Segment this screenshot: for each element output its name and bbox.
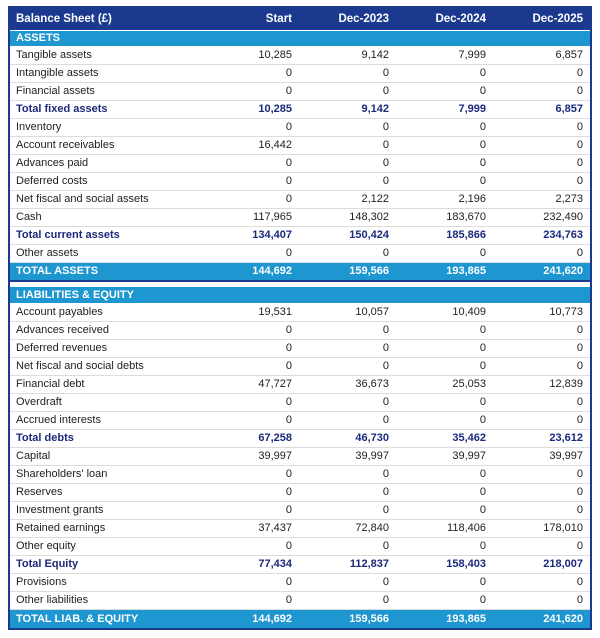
row-value: 35,462 <box>396 429 493 447</box>
row-label: Total Equity <box>10 555 202 573</box>
row-value: 0 <box>493 136 590 154</box>
row-value: 0 <box>299 64 396 82</box>
row-value: 118,406 <box>396 519 493 537</box>
row-label: Total fixed assets <box>10 100 202 118</box>
row-value: 0 <box>493 82 590 100</box>
row-value: 7,999 <box>396 100 493 118</box>
column-header-dec-2023: Dec-2023 <box>299 8 396 30</box>
row-label: Advances received <box>10 321 202 339</box>
row-value: 0 <box>396 172 493 190</box>
row-value: 134,407 <box>202 226 299 244</box>
table-row <box>10 393 590 411</box>
row-value: 0 <box>202 393 299 411</box>
row-value: 0 <box>396 573 493 591</box>
row-label: Provisions <box>10 573 202 591</box>
row-value: 0 <box>299 537 396 555</box>
row-label: Other equity <box>10 537 202 555</box>
table-row <box>10 501 590 519</box>
row-value: 16,442 <box>202 136 299 154</box>
row-value: 0 <box>299 154 396 172</box>
row-label: Other liabilities <box>10 591 202 609</box>
row-value: 0 <box>396 339 493 357</box>
row-value: 0 <box>493 483 590 501</box>
row-value: 0 <box>396 393 493 411</box>
row-value: 0 <box>396 136 493 154</box>
table-row <box>10 357 590 375</box>
row-value: 0 <box>396 591 493 609</box>
row-value: 0 <box>299 393 396 411</box>
row-value: 0 <box>202 118 299 136</box>
row-value: 112,837 <box>299 555 396 573</box>
column-header-dec-2024: Dec-2024 <box>396 8 493 30</box>
row-value: 0 <box>299 321 396 339</box>
row-label: Total current assets <box>10 226 202 244</box>
row-value: 0 <box>396 483 493 501</box>
row-label: Shareholders' loan <box>10 465 202 483</box>
table-row <box>10 226 590 244</box>
row-value: 0 <box>202 339 299 357</box>
row-value: 0 <box>493 537 590 555</box>
row-value: 0 <box>396 154 493 172</box>
row-value: 23,612 <box>493 429 590 447</box>
table-row <box>10 591 590 609</box>
row-value: 0 <box>493 393 590 411</box>
table-row <box>10 465 590 483</box>
row-value: 0 <box>493 465 590 483</box>
row-value: 150,424 <box>299 226 396 244</box>
row-label: Total debts <box>10 429 202 447</box>
table-row <box>10 537 590 555</box>
row-value: 183,670 <box>396 208 493 226</box>
row-value: 47,727 <box>202 375 299 393</box>
row-value: 25,053 <box>396 375 493 393</box>
row-value: 0 <box>299 136 396 154</box>
table-row <box>10 447 590 465</box>
row-value: 10,057 <box>299 303 396 321</box>
row-value: 10,409 <box>396 303 493 321</box>
row-label: Intangible assets <box>10 64 202 82</box>
row-value: 46,730 <box>299 429 396 447</box>
total-value: 193,865 <box>396 262 493 281</box>
balance-sheet <box>10 8 590 628</box>
row-value: 0 <box>396 501 493 519</box>
row-value: 185,866 <box>396 226 493 244</box>
row-value: 0 <box>493 154 590 172</box>
row-value: 0 <box>202 573 299 591</box>
row-value: 178,010 <box>493 519 590 537</box>
balance-sheet-table <box>8 6 592 630</box>
section-title: LIABILITIES & EQUITY <box>10 287 590 303</box>
total-label: TOTAL ASSETS <box>10 262 202 281</box>
row-value: 39,997 <box>396 447 493 465</box>
row-label: Cash <box>10 208 202 226</box>
row-value: 0 <box>396 244 493 262</box>
row-label: Investment grants <box>10 501 202 519</box>
section-total-row <box>10 609 590 628</box>
table-row <box>10 136 590 154</box>
section-header-row <box>10 30 590 46</box>
row-value: 0 <box>493 357 590 375</box>
row-value: 0 <box>202 591 299 609</box>
row-value: 0 <box>493 573 590 591</box>
row-value: 10,285 <box>202 46 299 64</box>
table-title: Balance Sheet (£) <box>10 8 202 30</box>
row-value: 0 <box>299 483 396 501</box>
total-value: 241,620 <box>493 262 590 281</box>
row-value: 0 <box>299 244 396 262</box>
row-value: 9,142 <box>299 100 396 118</box>
row-value: 0 <box>299 465 396 483</box>
row-label: Financial debt <box>10 375 202 393</box>
row-value: 0 <box>396 411 493 429</box>
row-value: 0 <box>202 537 299 555</box>
table-row <box>10 321 590 339</box>
row-label: Account payables <box>10 303 202 321</box>
total-value: 144,692 <box>202 609 299 628</box>
row-value: 39,997 <box>299 447 396 465</box>
table-row <box>10 429 590 447</box>
row-value: 0 <box>202 357 299 375</box>
row-value: 2,122 <box>299 190 396 208</box>
row-label: Account receivables <box>10 136 202 154</box>
row-value: 0 <box>299 82 396 100</box>
table-row <box>10 573 590 591</box>
row-value: 0 <box>396 357 493 375</box>
total-value: 193,865 <box>396 609 493 628</box>
row-value: 39,997 <box>202 447 299 465</box>
section-title: ASSETS <box>10 30 590 46</box>
row-value: 7,999 <box>396 46 493 64</box>
table-row <box>10 82 590 100</box>
table-row <box>10 118 590 136</box>
row-value: 0 <box>396 118 493 136</box>
table-row <box>10 190 590 208</box>
row-value: 0 <box>493 339 590 357</box>
row-value: 117,965 <box>202 208 299 226</box>
row-label: Overdraft <box>10 393 202 411</box>
row-value: 0 <box>493 118 590 136</box>
row-value: 0 <box>202 483 299 501</box>
row-value: 0 <box>299 591 396 609</box>
row-value: 39,997 <box>493 447 590 465</box>
row-value: 0 <box>202 190 299 208</box>
row-value: 0 <box>299 411 396 429</box>
table-row <box>10 154 590 172</box>
row-label: Reserves <box>10 483 202 501</box>
row-label: Net fiscal and social assets <box>10 190 202 208</box>
row-value: 12,839 <box>493 375 590 393</box>
row-value: 0 <box>396 537 493 555</box>
row-label: Inventory <box>10 118 202 136</box>
row-value: 10,773 <box>493 303 590 321</box>
row-label: Deferred revenues <box>10 339 202 357</box>
row-value: 148,302 <box>299 208 396 226</box>
row-value: 36,673 <box>299 375 396 393</box>
row-value: 77,434 <box>202 555 299 573</box>
table-body <box>10 30 590 628</box>
total-value: 241,620 <box>493 609 590 628</box>
row-value: 0 <box>202 64 299 82</box>
row-value: 0 <box>493 411 590 429</box>
row-label: Accrued interests <box>10 411 202 429</box>
section-header-row <box>10 287 590 303</box>
table-row <box>10 519 590 537</box>
row-value: 0 <box>493 591 590 609</box>
table-row <box>10 208 590 226</box>
table-row <box>10 339 590 357</box>
total-value: 159,566 <box>299 609 396 628</box>
row-label: Net fiscal and social debts <box>10 357 202 375</box>
row-label: Capital <box>10 447 202 465</box>
row-value: 0 <box>396 321 493 339</box>
row-value: 0 <box>493 321 590 339</box>
row-value: 67,258 <box>202 429 299 447</box>
row-value: 10,285 <box>202 100 299 118</box>
row-value: 0 <box>493 172 590 190</box>
table-row <box>10 555 590 573</box>
row-value: 0 <box>202 172 299 190</box>
section-total-row <box>10 262 590 281</box>
row-value: 0 <box>493 501 590 519</box>
row-value: 0 <box>299 501 396 519</box>
row-value: 0 <box>299 573 396 591</box>
row-value: 0 <box>299 172 396 190</box>
row-value: 6,857 <box>493 100 590 118</box>
row-label: Other assets <box>10 244 202 262</box>
row-value: 0 <box>299 357 396 375</box>
row-value: 6,857 <box>493 46 590 64</box>
row-value: 0 <box>202 154 299 172</box>
row-value: 158,403 <box>396 555 493 573</box>
row-value: 0 <box>202 82 299 100</box>
row-value: 0 <box>493 244 590 262</box>
row-label: Financial assets <box>10 82 202 100</box>
row-value: 0 <box>396 82 493 100</box>
row-value: 0 <box>202 501 299 519</box>
row-value: 0 <box>396 64 493 82</box>
row-value: 218,007 <box>493 555 590 573</box>
total-value: 159,566 <box>299 262 396 281</box>
column-header-dec-2025: Dec-2025 <box>493 8 590 30</box>
row-value: 19,531 <box>202 303 299 321</box>
table-row <box>10 303 590 321</box>
row-value: 2,196 <box>396 190 493 208</box>
row-value: 0 <box>202 244 299 262</box>
row-value: 0 <box>396 465 493 483</box>
row-value: 0 <box>202 411 299 429</box>
table-row <box>10 411 590 429</box>
row-label: Retained earnings <box>10 519 202 537</box>
row-value: 234,763 <box>493 226 590 244</box>
row-label: Advances paid <box>10 154 202 172</box>
total-label: TOTAL LIAB. & EQUITY <box>10 609 202 628</box>
total-value: 144,692 <box>202 262 299 281</box>
table-row <box>10 172 590 190</box>
table-row <box>10 64 590 82</box>
table-row <box>10 375 590 393</box>
row-value: 0 <box>299 118 396 136</box>
row-label: Tangible assets <box>10 46 202 64</box>
column-header-start: Start <box>202 8 299 30</box>
row-value: 9,142 <box>299 46 396 64</box>
row-value: 2,273 <box>493 190 590 208</box>
table-row <box>10 483 590 501</box>
table-row <box>10 100 590 118</box>
row-value: 232,490 <box>493 208 590 226</box>
table-row <box>10 46 590 64</box>
row-label: Deferred costs <box>10 172 202 190</box>
row-value: 72,840 <box>299 519 396 537</box>
row-value: 0 <box>202 465 299 483</box>
row-value: 0 <box>493 64 590 82</box>
row-value: 0 <box>202 321 299 339</box>
table-row <box>10 244 590 262</box>
row-value: 0 <box>299 339 396 357</box>
header-row <box>10 8 590 30</box>
row-value: 37,437 <box>202 519 299 537</box>
